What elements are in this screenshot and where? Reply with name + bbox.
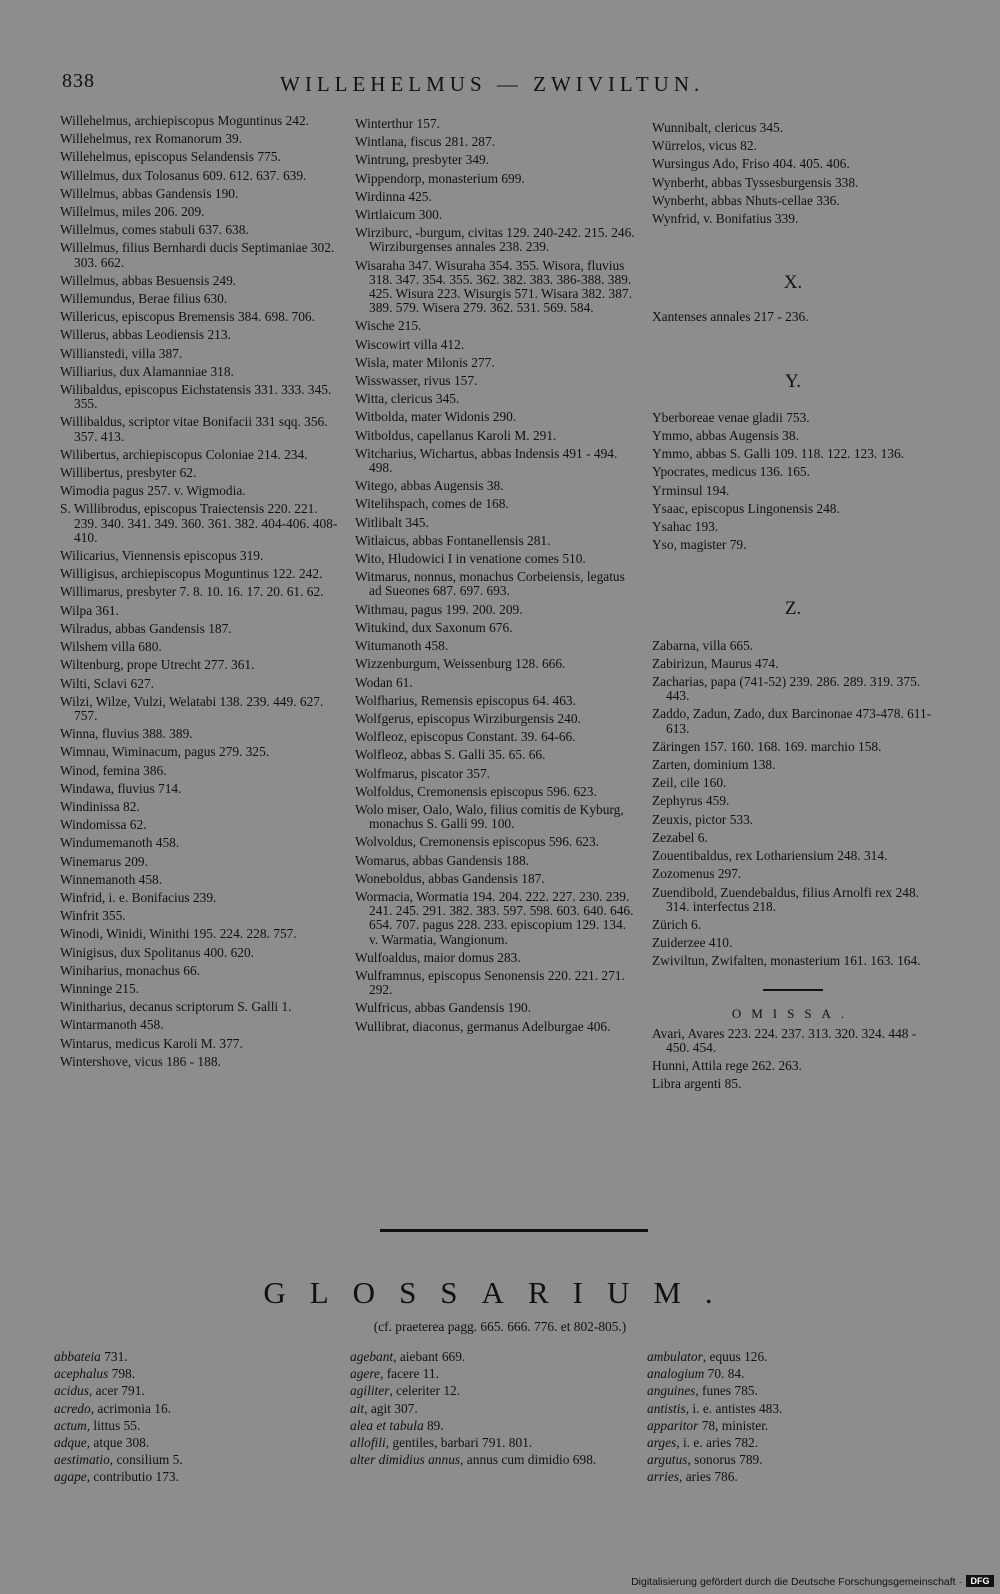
index-entry: Winnemanoth 458. bbox=[60, 871, 163, 887]
index-entry: Zürich 6. bbox=[652, 916, 702, 932]
index-entry: Witbolda, mater Widonis 290. bbox=[355, 409, 517, 425]
index-entry: Witmarus, nonnus, monachus Corbeiensis, legatus ad Sueones 687. 697. 693. bbox=[355, 569, 625, 599]
index-entry: Wynfrid, v. Bonifatius 339. bbox=[652, 211, 799, 227]
omissa-heading: OMISSA. bbox=[731, 1005, 855, 1021]
w-entries bbox=[652, 121, 934, 226]
index-entry: Wolfmarus, piscator 357. bbox=[355, 765, 491, 781]
glossary-entry bbox=[54, 1470, 336, 1484]
glossarium-column-3 bbox=[647, 1350, 929, 1488]
index-entry: Wilshem villa 680. bbox=[60, 639, 162, 655]
glossary-term: allofili bbox=[350, 1435, 386, 1451]
glossary-definition: 89. bbox=[423, 1417, 444, 1433]
index-entry: Zezabel 6. bbox=[652, 829, 708, 845]
index-entry: Winodi, Winidi, Winithi 195. 224. 228. 757. bbox=[60, 926, 297, 942]
glossary-term: arges bbox=[647, 1435, 677, 1451]
index-entry: Zozomenus 297. bbox=[652, 866, 742, 882]
glossary-term: ambulator bbox=[647, 1349, 703, 1364]
y-entries bbox=[652, 411, 934, 553]
index-entry: Willericus, episcopus Bremensis 384. 698. 706. bbox=[60, 309, 315, 325]
glossary-definition: , contributio 173. bbox=[86, 1469, 179, 1485]
index-entry: Wizzenburgum, Weissenburg 128. 666. bbox=[355, 656, 566, 672]
index-entry: Wimodia pagus 257. v. Wigmodia. bbox=[60, 483, 246, 499]
glossary-term: acidus bbox=[54, 1383, 89, 1399]
index-entry: Willigisus, archiepiscopus Moguntinus 122. 242. bbox=[60, 566, 323, 582]
glossary-term: agape bbox=[54, 1469, 87, 1485]
glossary-entry bbox=[54, 1402, 336, 1416]
glossary-entry bbox=[350, 1419, 632, 1433]
index-entry: Zephyrus 459. bbox=[652, 793, 730, 809]
index-entry: Witboldus, capellanus Karoli M. 291. bbox=[355, 427, 557, 443]
glossary-definition: , aiebant 669. bbox=[393, 1349, 466, 1364]
index-entry: Willibertus, presbyter 62. bbox=[60, 465, 197, 481]
index-entry: Witego, abbas Augensis 38. bbox=[355, 478, 504, 494]
index-entry: Wiscowirt villa 412. bbox=[355, 336, 465, 352]
glossary-entry bbox=[54, 1436, 336, 1450]
index-entry: Winterthur 157. bbox=[355, 116, 440, 131]
index-entry: Ysaac, episcopus Lingonensis 248. bbox=[652, 500, 840, 516]
index-entry: Windawa, fluvius 714. bbox=[60, 780, 182, 796]
index-entry: Wintlana, fiscus 281. 287. bbox=[355, 134, 496, 150]
index-entry: Winfrit 355. bbox=[60, 908, 126, 924]
glossary-entry bbox=[350, 1384, 632, 1398]
index-entry: Wimnau, Wiminacum, pagus 279. 325. bbox=[60, 744, 270, 760]
glossary-entry bbox=[54, 1367, 336, 1381]
index-entry: Wolo miser, Oalo, Walo, filius comitis de Kyburg, monachus S. Galli 99. 100. bbox=[355, 801, 624, 832]
dfg-logo: DFG bbox=[966, 1575, 994, 1587]
index-entry: Winninge 215. bbox=[60, 980, 140, 996]
index-entry: Zacharias, papa (741-52) 239. 286. 289. 319. 375. 443. bbox=[652, 674, 921, 704]
short-divider bbox=[763, 989, 823, 991]
index-entry: Zouentibaldus, rex Lothariensium 248. 314. bbox=[652, 848, 888, 864]
glossary-term: actum bbox=[54, 1417, 87, 1433]
glossary-term: apparitor bbox=[647, 1417, 699, 1433]
digitization-credit: Digitalisierung gefördert durch die Deutsche Forschungsgemeinschaft · bbox=[631, 1576, 962, 1588]
index-entry: Zabirizun, Maurus 474. bbox=[652, 655, 779, 671]
glossary-definition: , consilium 5. bbox=[109, 1452, 183, 1468]
index-entry: Wolfoldus, Cremonensis episcopus 596. 623. bbox=[355, 783, 597, 799]
glossary-entry bbox=[54, 1350, 336, 1364]
glossarium-column-1 bbox=[54, 1350, 336, 1488]
index-entry: Libra argenti 85. bbox=[652, 1076, 742, 1092]
index-entry: Winna, fluvius 388. 389. bbox=[60, 726, 193, 742]
index-entry: Ymmo, abbas S. Galli 109. 118. 122. 123. 136. bbox=[652, 446, 905, 462]
index-entry: Wynberht, abbas Nhuts-cellae 336. bbox=[652, 192, 840, 208]
index-entry: Withmau, pagus 199. 200. 209. bbox=[355, 601, 523, 617]
index-entry: Würrelos, vicus 82. bbox=[652, 138, 757, 154]
index-entry: Wunnibalt, clericus 345. bbox=[652, 120, 784, 135]
index-entry: Willehelmus, episcopus Selandensis 775. bbox=[60, 149, 281, 165]
index-entry: Wynberht, abbas Tyssesburgensis 338. bbox=[652, 174, 859, 190]
index-entry: Woneboldus, abbas Gandensis 187. bbox=[355, 870, 545, 886]
glossary-entry bbox=[350, 1453, 632, 1467]
index-entry: Wiltenburg, prope Utrecht 277. 361. bbox=[60, 657, 255, 673]
index-entry: Wito, Hludowici I in venatione comes 510. bbox=[355, 551, 586, 567]
glossary-term: analogium bbox=[647, 1366, 705, 1382]
glossary-term: abbateia bbox=[54, 1349, 101, 1364]
index-entry: Womarus, abbas Gandensis 188. bbox=[355, 852, 530, 868]
index-entry: Zarten, dominium 138. bbox=[652, 757, 776, 773]
index-entry: Wirtlaicum 300. bbox=[355, 207, 443, 223]
glossary-definition: , atque 308. bbox=[86, 1435, 150, 1451]
section-divider bbox=[380, 1229, 648, 1232]
glossary-term: agiliter bbox=[350, 1383, 390, 1399]
index-entry: Wisla, mater Milonis 277. bbox=[355, 354, 495, 370]
index-entry: Willehelmus, rex Romanorum 39. bbox=[60, 131, 243, 147]
index-entry: Wormacia, Wormatia 194. 204. 222. 227. 230. 239. 241. 245. 291. 382. 383. 597. 598. 603. 640. 646. 654. 707. pagus 228. 233. episcopium 129. 134. v. Warmatia, Wangionum. bbox=[355, 888, 634, 947]
index-entry: Wullibrat, diaconus, germanus Adelburgae 406. bbox=[355, 1018, 611, 1034]
index-entry: Hunni, Attila rege 262. 263. bbox=[652, 1058, 802, 1074]
index-entry: Windumemanoth 458. bbox=[60, 835, 180, 851]
glossary-entry bbox=[350, 1350, 632, 1364]
page-number: 838 bbox=[62, 70, 95, 92]
glossary-definition: , sonorus 789. bbox=[687, 1452, 763, 1468]
index-entry: Willimarus, presbyter 7. 8. 10. 16. 17. 20. 61. 62. bbox=[60, 584, 324, 600]
index-entry: Wilpa 361. bbox=[60, 602, 119, 618]
glossary-definition: , facere 11. bbox=[380, 1366, 439, 1382]
index-entry: Witta, clericus 345. bbox=[355, 391, 460, 407]
index-entry: Witelihspach, comes de 168. bbox=[355, 496, 509, 512]
index-column-2 bbox=[355, 117, 638, 1038]
index-entry: Wirdinna 425. bbox=[355, 188, 432, 204]
z-entries bbox=[652, 639, 934, 969]
glossary-entry bbox=[647, 1350, 929, 1364]
glossary-entry bbox=[54, 1419, 336, 1433]
glossary-definition: , agit 307. bbox=[364, 1400, 418, 1416]
index-entry: Willibaldus, scriptor vitae Bonifacii 331 sqq. 356. 357. 413. bbox=[60, 414, 328, 444]
index-entry: Wintarus, medicus Karoli M. 377. bbox=[60, 1035, 243, 1051]
index-entry: Wodan 61. bbox=[355, 674, 413, 690]
index-entry: Witumanoth 458. bbox=[355, 638, 449, 654]
index-entry: Ysahac 193. bbox=[652, 519, 719, 535]
index-entry: Wolfleoz, episcopus Constant. 39. 64-66. bbox=[355, 729, 576, 745]
index-entry: Wilradus, abbas Gandensis 187. bbox=[60, 620, 232, 636]
index-entry: Witlaicus, abbas Fontanellensis 281. bbox=[355, 532, 551, 548]
glossary-term: alea et tabula bbox=[350, 1417, 424, 1433]
index-entry: Avari, Avares 223. 224. 237. 313. 320. 324. 448 - 450. 454. bbox=[652, 1025, 917, 1055]
index-entry: Wintershove, vicus 186 - 188. bbox=[60, 1053, 221, 1069]
glossary-entry bbox=[350, 1367, 632, 1381]
index-entry: Witukind, dux Saxonum 676. bbox=[355, 619, 513, 635]
running-title: WILLEHELMUS — ZWIVILTUN. bbox=[280, 72, 705, 96]
glossarium-column-2 bbox=[350, 1350, 632, 1470]
index-entry: Wulframnus, episcopus Senonensis 220. 221. 271. 292. bbox=[355, 967, 625, 998]
glossary-definition: , littus 55. bbox=[86, 1417, 141, 1433]
glossary-entry bbox=[647, 1402, 929, 1416]
index-entry: Witcharius, Wichartus, abbas Indensis 491 - 494. 498. bbox=[355, 445, 618, 476]
index-entry: Ymmo, abbas Augensis 38. bbox=[652, 428, 799, 444]
glossary-definition: , equus 126. bbox=[702, 1349, 768, 1364]
index-entry: Winigisus, dux Spolitanus 400. 620. bbox=[60, 944, 255, 960]
index-entry: S. Willibrodus, episcopus Traiectensis 220. 221. 239. 340. 341. 349. 360. 361. 382. 404-406. 408-410. bbox=[60, 501, 338, 545]
glossary-term: anguines bbox=[647, 1383, 696, 1399]
letter-heading-y: Y. bbox=[784, 370, 802, 392]
glossary-definition: , acrimonia 16. bbox=[90, 1400, 172, 1416]
index-entry: Winitharius, decanus scriptorum S. Galli 1. bbox=[60, 999, 292, 1015]
glossary-definition: , i. e. aries 782. bbox=[676, 1435, 759, 1451]
index-entry: Wippendorp, monasterium 699. bbox=[355, 170, 525, 186]
index-entry: Wursingus Ado, Friso 404. 405. 406. bbox=[652, 156, 850, 172]
index-entry: Yrminsul 194. bbox=[652, 482, 730, 498]
index-entry: Yberboreae venae gladii 753. bbox=[652, 409, 810, 425]
index-entry: Willelmus, abbas Besuensis 249. bbox=[60, 272, 237, 288]
index-entry: Willelmus, filius Bernhardi ducis Septimaniae 302. 303. 662. bbox=[60, 240, 335, 270]
index-column-3 bbox=[652, 121, 934, 1096]
index-entry: Willianstedi, villa 387. bbox=[60, 345, 183, 361]
index-entry: Windinissa 82. bbox=[60, 798, 140, 814]
glossary-definition: , aries 786. bbox=[679, 1469, 738, 1485]
index-entry: Witlibalt 345. bbox=[355, 514, 429, 530]
index-column-1 bbox=[60, 114, 342, 1073]
index-entry: Winfrid, i. e. Bonifacius 239. bbox=[60, 889, 217, 905]
glossary-entry bbox=[350, 1436, 632, 1450]
glossary-definition: , gentiles, barbari 791. 801. bbox=[385, 1435, 533, 1451]
index-entry: Zaddo, Zadun, Zado, dux Barcinonae 473-478. 611-613. bbox=[652, 706, 932, 736]
index-entry: Wolfgerus, episcopus Wirziburgensis 240. bbox=[355, 710, 581, 726]
glossary-definition: 70. 84. bbox=[704, 1366, 745, 1382]
index-entry: Wisaraha 347. Wisuraha 354. 355. Wisora, fluvius 318. 347. 354. 355. 362. 382. 383. 386-388. 389. 425. Wisura 223. Wisurgis 571. Wisara 382. 387. 389. 579. Wisera 279. 362. 531. 569. 584. bbox=[355, 257, 632, 316]
glossary-entry bbox=[647, 1453, 929, 1467]
glossary-entry bbox=[350, 1402, 632, 1416]
index-entry: Zwiviltun, Zwifalten, monasterium 161. 163. 164. bbox=[652, 953, 921, 969]
index-entry: Zabarna, villa 665. bbox=[652, 637, 754, 653]
index-entry: Wisswasser, rivus 157. bbox=[355, 373, 478, 389]
index-entry: Willelmus, abbas Gandensis 190. bbox=[60, 185, 239, 201]
glossary-definition: , funes 785. bbox=[695, 1383, 758, 1399]
glossary-definition: , i. e. antistes 483. bbox=[685, 1400, 783, 1416]
glossary-definition: , annus cum dimidio 698. bbox=[460, 1452, 597, 1468]
index-entry: Zeuxis, pictor 533. bbox=[652, 811, 754, 827]
index-entry: Zuendibold, Zuendebaldus, filius Arnolfi rex 248. 314. interfectus 218. bbox=[652, 884, 920, 914]
index-entry: Williarius, dux Alamanniae 318. bbox=[60, 363, 234, 379]
glossary-entry bbox=[647, 1419, 929, 1433]
glossary-term: alter dimidius annus bbox=[350, 1452, 461, 1468]
index-entry: Wintrung, presbyter 349. bbox=[355, 152, 490, 168]
glossary-entry bbox=[647, 1436, 929, 1450]
omissa-entries bbox=[652, 1027, 934, 1092]
glossarium-note: (cf. praeterea pagg. 665. 666. 776. et 802-805.) bbox=[373, 1319, 627, 1334]
glossary-term: aestimatio bbox=[54, 1452, 110, 1468]
index-entry: Wirziburc, -burgum, civitas 129. 240-242. 215. 246. Wirziburgenses annales 238. 239. bbox=[355, 225, 635, 255]
index-entry: Wolfharius, Remensis episcopus 64. 463. bbox=[355, 692, 576, 708]
glossary-term: agere bbox=[350, 1366, 380, 1382]
index-entry: Windomissa 62. bbox=[60, 817, 147, 833]
glossary-definition: 731. bbox=[100, 1349, 128, 1364]
glossary-definition: , celeriter 12. bbox=[389, 1383, 461, 1399]
glossary-definition: 78, minister. bbox=[698, 1417, 769, 1433]
glossary-term: arries bbox=[647, 1469, 679, 1485]
index-entry: Wulfoaldus, maior domus 283. bbox=[355, 949, 521, 965]
glossary-entry bbox=[647, 1384, 929, 1398]
index-entry: Wilicarius, Viennensis episcopus 319. bbox=[60, 548, 264, 564]
glossary-term: acredo bbox=[54, 1400, 91, 1416]
glossary-term: acephalus bbox=[54, 1366, 109, 1382]
index-entry: Wolvoldus, Cremonensis episcopus 596. 623. bbox=[355, 834, 600, 850]
index-entry: Wolfleoz, abbas S. Galli 35. 65. 66. bbox=[355, 747, 546, 763]
index-entry: Ypocrates, medicus 136. 165. bbox=[652, 464, 810, 480]
index-entry: Winiharius, monachus 66. bbox=[60, 962, 201, 978]
index-entry: Willerus, abbas Leodiensis 213. bbox=[60, 327, 231, 343]
index-entry: Wilibaldus, episcopus Eichstatensis 331. 333. 345. 355. bbox=[60, 382, 332, 412]
index-entry: Wintarmanoth 458. bbox=[60, 1017, 164, 1033]
letter-heading-z: Z. bbox=[784, 598, 802, 620]
index-entry: Willemundus, Berae filius 630. bbox=[60, 291, 228, 307]
glossary-term: ait bbox=[350, 1400, 365, 1416]
letter-heading-x: X. bbox=[783, 272, 803, 294]
glossary-term: adque bbox=[54, 1435, 87, 1451]
glossary-entry bbox=[54, 1453, 336, 1467]
index-entry: Zeil, cile 160. bbox=[652, 775, 727, 791]
index-entry: Yso, magister 79. bbox=[652, 537, 747, 553]
glossarium-title: GLOSSARIUM. bbox=[263, 1275, 737, 1310]
glossary-term: antistis bbox=[647, 1400, 686, 1416]
index-entry: Wilzi, Wilze, Vulzi, Welatabi 138. 239. 449. 627. 757. bbox=[60, 693, 324, 723]
glossary-term: argutus bbox=[647, 1452, 688, 1468]
glossary-term: agebant bbox=[350, 1349, 394, 1364]
index-entry: Wilibertus, archiepiscopus Coloniae 214. 234. bbox=[60, 446, 308, 462]
index-entry: Willelmus, comes stabuli 637. 638. bbox=[60, 222, 249, 238]
index-entry: Xantenses annales 217 - 236. bbox=[652, 309, 809, 325]
x-entries bbox=[652, 310, 934, 324]
index-entry: Winod, femina 386. bbox=[60, 762, 167, 778]
glossary-entry bbox=[647, 1367, 929, 1381]
index-entry: Zäringen 157. 160. 168. 169. marchio 158. bbox=[652, 738, 882, 754]
index-entry: Willelmus, miles 206. 209. bbox=[60, 204, 205, 220]
index-entry: Wische 215. bbox=[355, 318, 422, 334]
index-entry: Winemarus 209. bbox=[60, 853, 148, 869]
index-entry: Willelmus, dux Tolosanus 609. 612. 637. 639. bbox=[60, 167, 307, 183]
glossary-entry bbox=[647, 1470, 929, 1484]
index-entry: Willehelmus, archiepiscopus Moguntinus 242. bbox=[60, 113, 310, 128]
index-entry: Wilti, Sclavi 627. bbox=[60, 675, 154, 691]
glossary-entry bbox=[54, 1384, 336, 1398]
index-entry: Wulfricus, abbas Gandensis 190. bbox=[355, 1000, 532, 1016]
glossary-definition: , acer 791. bbox=[88, 1383, 145, 1399]
index-entry: Zuiderzee 410. bbox=[652, 935, 733, 951]
glossary-definition: 798. bbox=[108, 1366, 136, 1382]
